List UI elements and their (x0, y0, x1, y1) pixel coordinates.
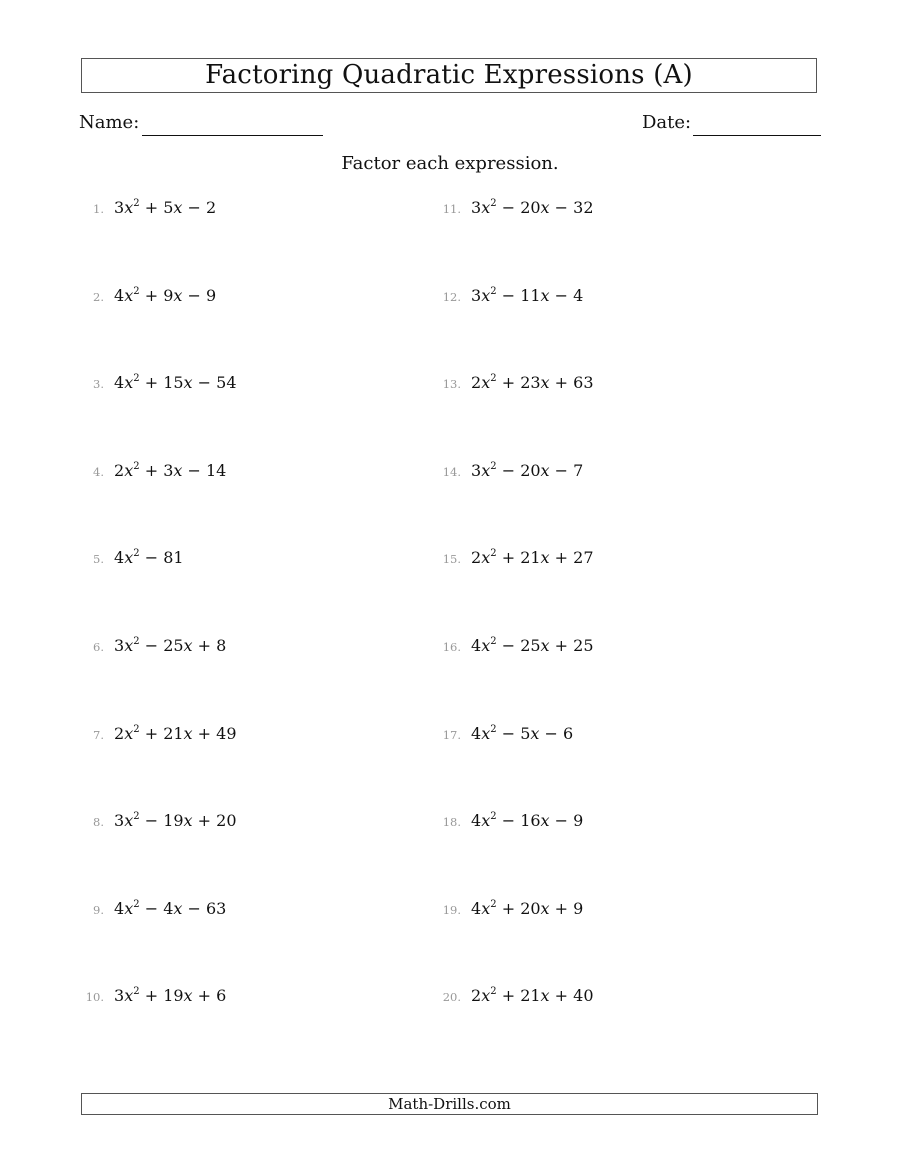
operator: − (544, 724, 558, 743)
worksheet-title: Factoring Quadratic Expressions (A) (81, 58, 817, 93)
problem-expression (471, 373, 594, 392)
constant-c: 7 (573, 461, 584, 480)
operator: + (197, 636, 212, 655)
name-input-line[interactable] (142, 135, 323, 136)
operator: + (144, 286, 159, 305)
problem-number: 4. (93, 465, 104, 479)
exponent: 2 (490, 811, 497, 822)
operator: − (187, 899, 201, 918)
operator: − (144, 548, 159, 567)
date-label: Date: (642, 112, 692, 133)
coefficient-a: 4 (471, 899, 482, 918)
exponent: 2 (133, 373, 140, 384)
problem-item (435, 548, 594, 572)
variable: x (124, 373, 134, 392)
operator: + (554, 636, 569, 655)
variable: x (173, 198, 183, 217)
problem-number: 6. (93, 640, 104, 654)
constant-c: 14 (206, 461, 227, 480)
problem-item (82, 461, 226, 485)
constant-c: 81 (163, 548, 184, 567)
operator: + (144, 461, 159, 480)
constant-c: 4 (573, 286, 584, 305)
coefficient-a: 3 (471, 461, 482, 480)
exponent: 2 (490, 373, 497, 384)
constant-c: 9 (206, 286, 217, 305)
variable: x (183, 636, 193, 655)
problem-item (82, 724, 237, 748)
variable: x (481, 373, 491, 392)
footer-credit: Math-Drills.com (81, 1093, 818, 1115)
coefficient-b: 19 (163, 811, 184, 830)
variable: x (540, 461, 550, 480)
variable: x (481, 548, 491, 567)
operator: − (501, 724, 516, 743)
problem-number: 9. (93, 903, 104, 917)
problem-number: 20. (442, 990, 461, 1004)
variable: x (124, 636, 134, 655)
coefficient-b: 5 (163, 198, 174, 217)
variable: x (124, 986, 134, 1005)
operator: − (554, 461, 569, 480)
coefficient-a: 3 (114, 811, 125, 830)
operator: − (144, 899, 159, 918)
problem-number: 17. (442, 728, 461, 742)
operator: + (144, 986, 159, 1005)
operator: + (197, 811, 212, 830)
operator: − (554, 811, 569, 830)
exponent: 2 (490, 636, 497, 647)
constant-c: 20 (216, 811, 237, 830)
problem-expression (114, 286, 216, 305)
problem-expression (114, 198, 216, 217)
problem-number: 18. (442, 815, 461, 829)
exponent: 2 (133, 986, 140, 997)
problem-item (82, 286, 216, 310)
exponent: 2 (133, 811, 140, 822)
name-label: Name: (79, 112, 140, 133)
variable: x (540, 636, 550, 655)
coefficient-b: 21 (520, 548, 541, 567)
problem-number: 16. (442, 640, 461, 654)
variable: x (183, 986, 193, 1005)
coefficient-a: 4 (114, 548, 125, 567)
coefficient-a: 2 (471, 548, 482, 567)
coefficient-b: 20 (520, 461, 541, 480)
coefficient-b: 15 (163, 373, 184, 392)
coefficient-a: 3 (471, 286, 482, 305)
variable: x (124, 461, 134, 480)
constant-c: 63 (206, 899, 227, 918)
variable: x (540, 899, 550, 918)
operator: + (144, 373, 159, 392)
variable: x (124, 724, 134, 743)
problem-item (435, 373, 594, 397)
problem-expression (114, 461, 226, 480)
variable: x (124, 811, 134, 830)
variable: x (481, 724, 491, 743)
variable: x (481, 636, 491, 655)
problem-item (82, 899, 226, 923)
operator: − (501, 811, 516, 830)
operator: − (501, 461, 516, 480)
exponent: 2 (133, 286, 140, 297)
variable: x (540, 373, 550, 392)
coefficient-b: 19 (163, 986, 184, 1005)
problem-expression (114, 548, 184, 567)
variable: x (481, 811, 491, 830)
coefficient-b: 9 (163, 286, 174, 305)
operator: + (144, 198, 159, 217)
variable: x (124, 899, 134, 918)
exponent: 2 (490, 461, 497, 472)
coefficient-a: 2 (114, 724, 125, 743)
coefficient-b: 25 (163, 636, 184, 655)
coefficient-b: 23 (520, 373, 541, 392)
coefficient-b: 21 (163, 724, 184, 743)
operator: − (187, 286, 201, 305)
exponent: 2 (490, 899, 497, 910)
coefficient-b: 4 (163, 899, 174, 918)
constant-c: 49 (216, 724, 237, 743)
exponent: 2 (490, 198, 497, 209)
variable: x (183, 373, 193, 392)
problem-number: 11. (442, 202, 461, 216)
coefficient-a: 3 (114, 986, 125, 1005)
exponent: 2 (133, 636, 140, 647)
operator: + (144, 724, 159, 743)
problem-expression (471, 811, 583, 830)
coefficient-a: 4 (471, 811, 482, 830)
variable: x (124, 548, 134, 567)
coefficient-a: 4 (114, 286, 125, 305)
problem-expression (114, 636, 226, 655)
problem-item (435, 724, 573, 748)
problem-item (435, 986, 594, 1010)
problem-number: 2. (93, 290, 104, 304)
problem-number: 15. (442, 552, 461, 566)
variable: x (183, 724, 193, 743)
problem-item (82, 811, 237, 835)
operator: + (554, 548, 569, 567)
variable: x (124, 198, 134, 217)
problem-number: 10. (85, 990, 104, 1004)
variable: x (173, 286, 183, 305)
operator: − (501, 198, 516, 217)
problem-number: 1. (93, 202, 104, 216)
coefficient-a: 4 (114, 899, 125, 918)
date-input-line[interactable] (693, 135, 821, 136)
operator: − (187, 461, 201, 480)
constant-c: 8 (216, 636, 227, 655)
problem-expression (114, 373, 237, 392)
operator: − (501, 636, 516, 655)
operator: + (554, 373, 569, 392)
problem-number: 8. (93, 815, 104, 829)
constant-c: 6 (216, 986, 227, 1005)
coefficient-a: 2 (114, 461, 125, 480)
variable: x (481, 899, 491, 918)
constant-c: 9 (573, 899, 584, 918)
variable: x (540, 198, 550, 217)
variable: x (124, 286, 134, 305)
problem-expression (471, 986, 594, 1005)
operator: − (144, 811, 159, 830)
constant-c: 54 (216, 373, 237, 392)
problem-item (435, 636, 594, 660)
exponent: 2 (490, 724, 497, 735)
constant-c: 63 (573, 373, 594, 392)
problem-item (82, 986, 226, 1010)
exponent: 2 (133, 548, 140, 559)
variable: x (481, 198, 491, 217)
coefficient-b: 21 (520, 986, 541, 1005)
problem-number: 14. (442, 465, 461, 479)
problem-expression (114, 899, 226, 918)
variable: x (540, 986, 550, 1005)
operator: + (501, 548, 516, 567)
operator: + (501, 899, 516, 918)
operator: + (197, 724, 212, 743)
problem-item (435, 198, 594, 222)
coefficient-a: 2 (471, 986, 482, 1005)
exponent: 2 (490, 986, 497, 997)
constant-c: 32 (573, 198, 594, 217)
constant-c: 25 (573, 636, 594, 655)
variable: x (540, 548, 550, 567)
constant-c: 9 (573, 811, 584, 830)
operator: − (501, 286, 516, 305)
coefficient-b: 25 (520, 636, 541, 655)
operator: − (197, 373, 212, 392)
problem-number: 3. (93, 377, 104, 391)
constant-c: 40 (573, 986, 594, 1005)
operator: + (197, 986, 212, 1005)
variable: x (183, 811, 193, 830)
problem-expression (471, 636, 594, 655)
variable: x (173, 461, 183, 480)
coefficient-b: 20 (520, 198, 541, 217)
problem-expression (114, 811, 237, 830)
exponent: 2 (133, 461, 140, 472)
variable: x (481, 286, 491, 305)
problem-item (435, 899, 583, 923)
variable: x (481, 461, 491, 480)
exponent: 2 (133, 724, 140, 735)
problem-item (82, 198, 216, 222)
coefficient-a: 4 (471, 724, 482, 743)
constant-c: 27 (573, 548, 594, 567)
problem-expression (471, 548, 594, 567)
exponent: 2 (490, 548, 497, 559)
exponent: 2 (490, 286, 497, 297)
coefficient-a: 4 (471, 636, 482, 655)
operator: − (554, 286, 569, 305)
instructions: Factor each expression. (341, 153, 559, 174)
coefficient-a: 4 (114, 373, 125, 392)
problem-expression (471, 286, 583, 305)
problem-expression (471, 461, 583, 480)
problem-item (435, 811, 583, 835)
operator: + (554, 986, 569, 1005)
variable: x (481, 986, 491, 1005)
variable: x (173, 899, 183, 918)
problem-number: 7. (93, 728, 104, 742)
coefficient-b: 20 (520, 899, 541, 918)
problem-item (82, 636, 226, 660)
problem-expression (114, 986, 226, 1005)
operator: − (554, 198, 569, 217)
problem-expression (471, 899, 583, 918)
operator: + (501, 986, 516, 1005)
problem-expression (471, 724, 573, 743)
coefficient-a: 2 (471, 373, 482, 392)
operator: − (187, 198, 201, 217)
problem-number: 12. (442, 290, 461, 304)
constant-c: 6 (563, 724, 574, 743)
problem-item (435, 461, 583, 485)
coefficient-b: 3 (163, 461, 174, 480)
problem-item (435, 286, 583, 310)
coefficient-a: 3 (114, 636, 125, 655)
problem-item (82, 548, 184, 572)
operator: + (501, 373, 516, 392)
coefficient-b: 16 (520, 811, 541, 830)
operator: + (554, 899, 569, 918)
variable: x (540, 811, 550, 830)
coefficient-b: 5 (520, 724, 531, 743)
coefficient-b: 11 (520, 286, 541, 305)
coefficient-a: 3 (114, 198, 125, 217)
problem-number: 13. (442, 377, 461, 391)
operator: − (144, 636, 159, 655)
exponent: 2 (133, 899, 140, 910)
problem-number: 5. (93, 552, 104, 566)
problem-number: 19. (442, 903, 461, 917)
coefficient-a: 3 (471, 198, 482, 217)
exponent: 2 (133, 198, 140, 209)
problem-expression (114, 724, 237, 743)
variable: x (530, 724, 540, 743)
constant-c: 2 (206, 198, 217, 217)
problem-item (82, 373, 237, 397)
variable: x (540, 286, 550, 305)
problem-expression (471, 198, 594, 217)
